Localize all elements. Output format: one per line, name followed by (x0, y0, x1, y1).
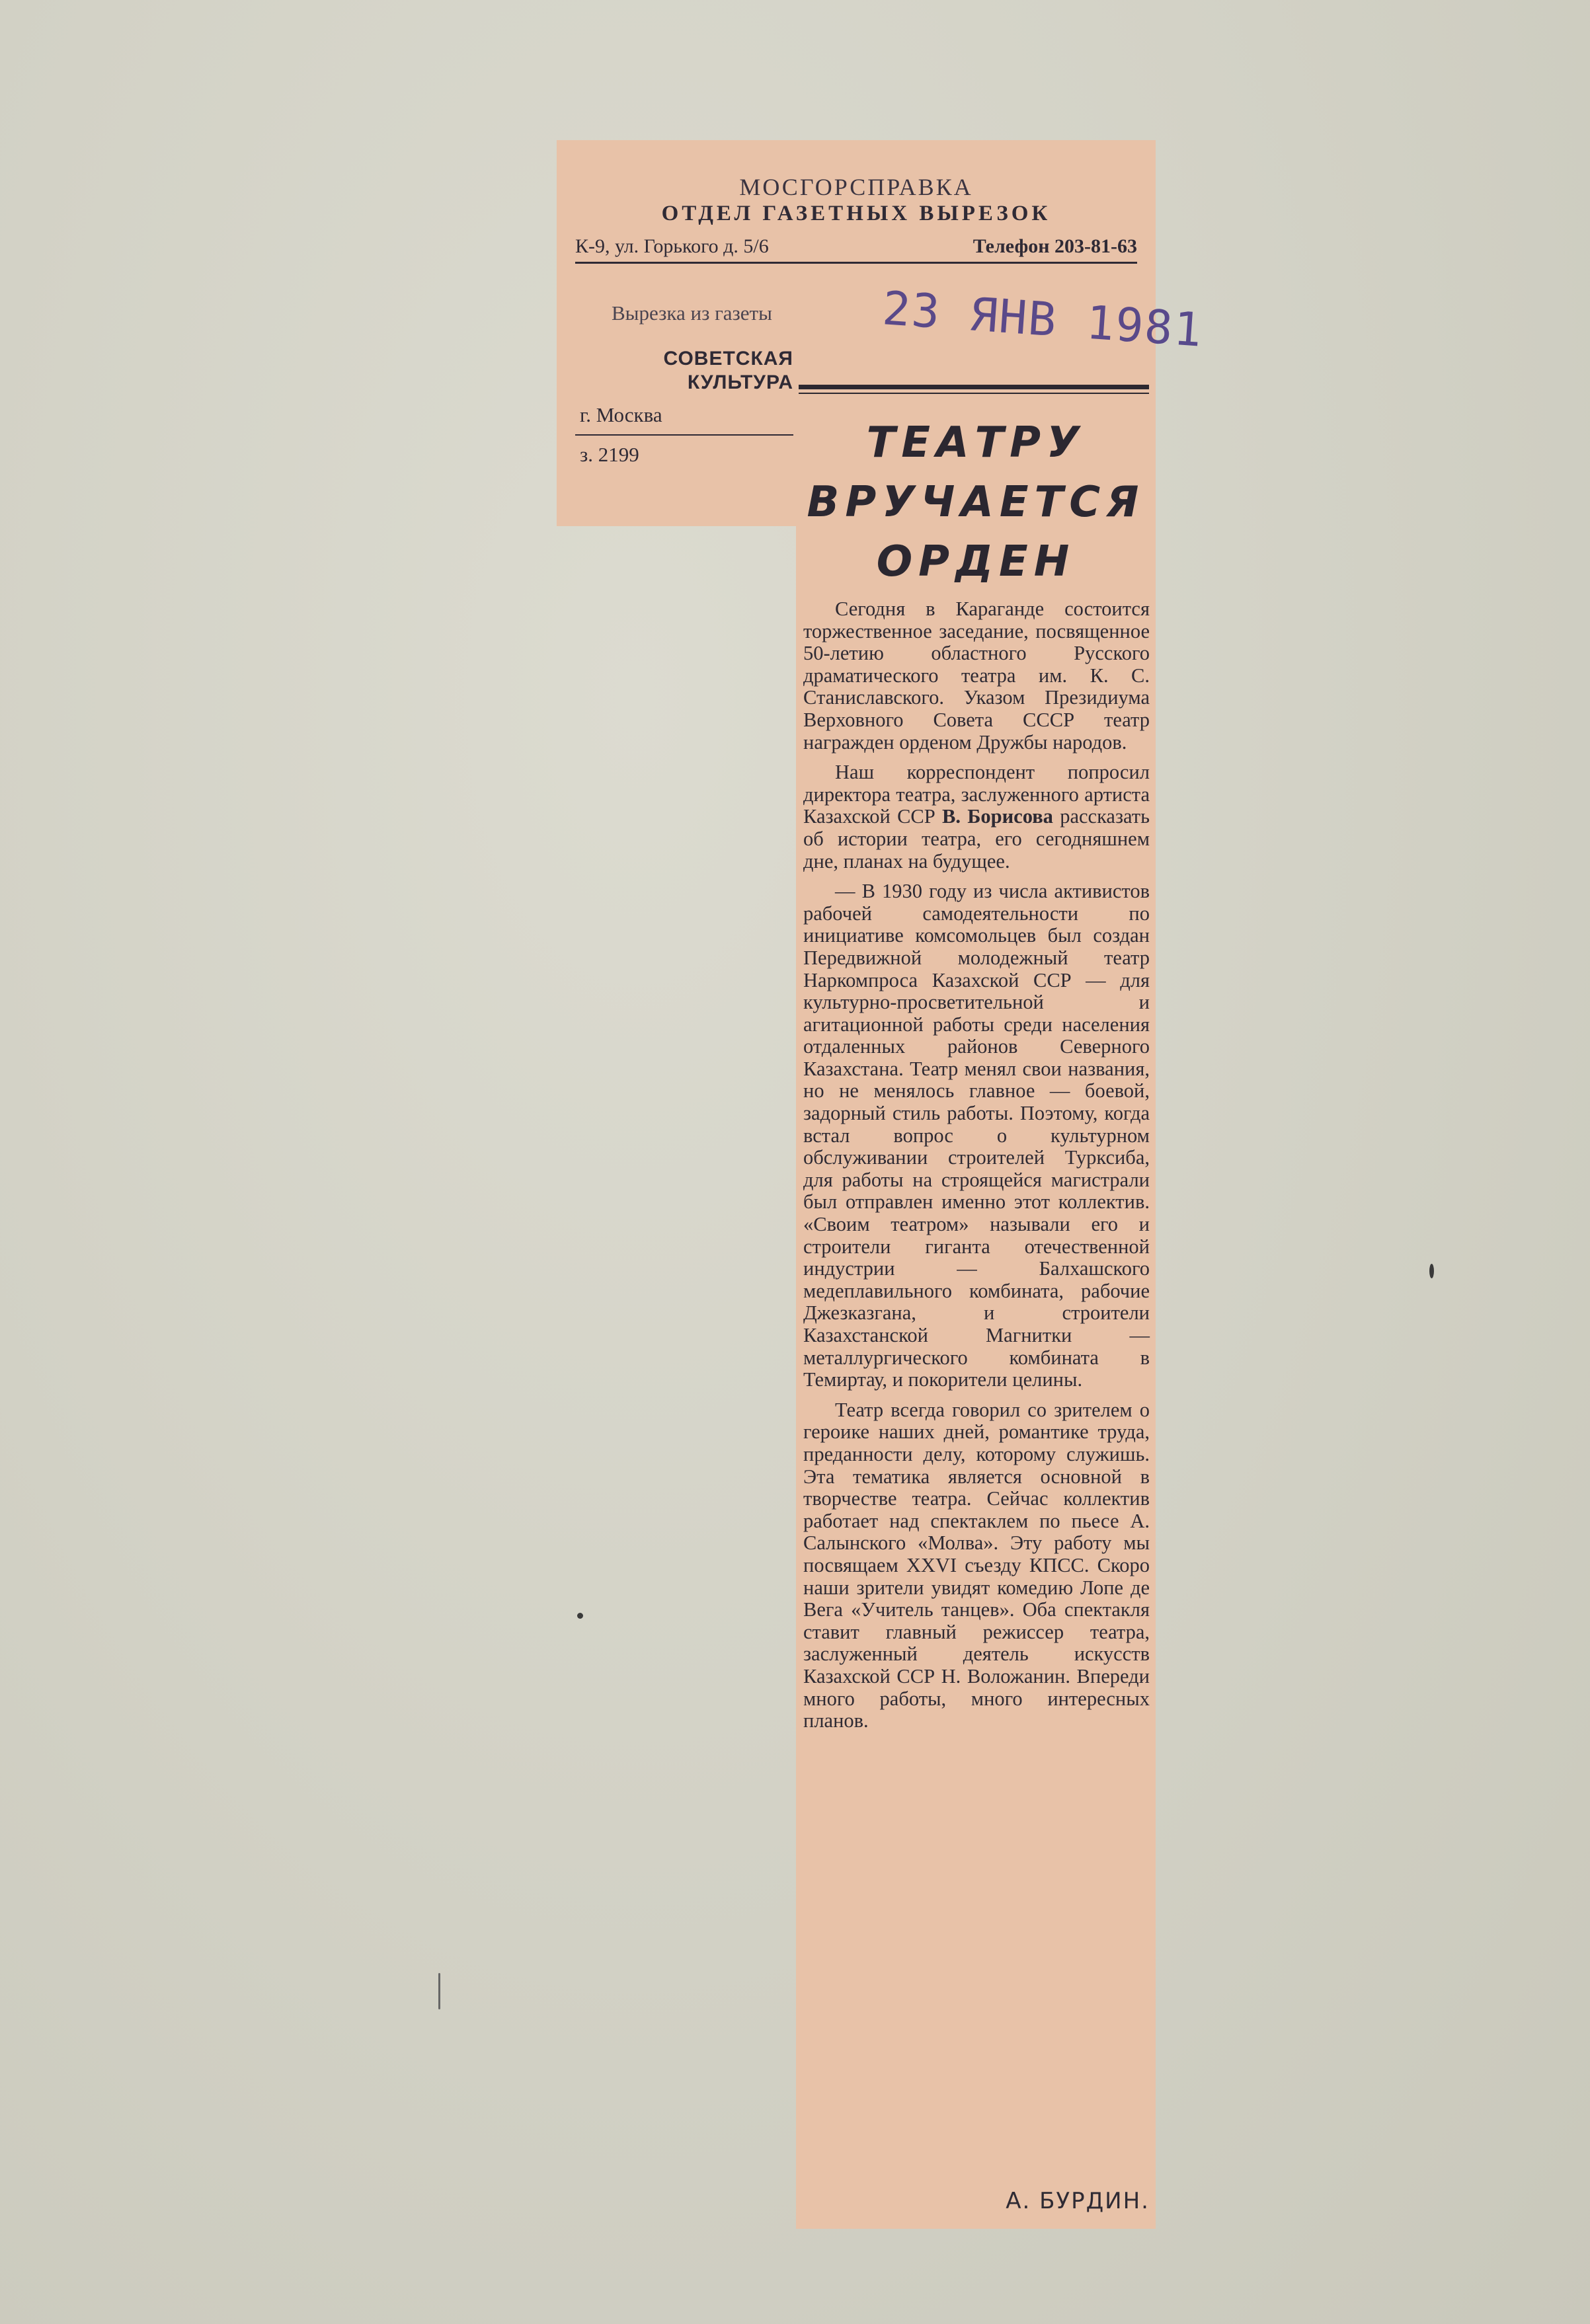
newspaper-name-line2: КУЛЬТУРА (687, 371, 793, 393)
article-headline (796, 413, 1156, 592)
masthead-rule-thick (799, 385, 1149, 389)
date-stamp: 23 ЯНВ 1981 (881, 281, 1205, 358)
paragraph-2-start: Наш корреспондент попросил директора театра, заслуженного артиста Казахской ССР (803, 761, 1150, 828)
order-number: з. 2199 (580, 443, 639, 466)
source-label: Вырезка из газеты (612, 301, 772, 325)
paragraph-4: Театр всегда говорил со зрителем о героике наших дней, романтике труда, преданности делу, которому служишь. Эта тематика является основной в творчестве театра. Сейчас коллектив работает над спектаклем по пьесе А. Салынского «Молва». Эту работу мы посвящаем XXVI съезду КПСС. Скоро наши зрители увидят комедию Лопе де Вега «Учитель танцев». Оба спектакля ставит главный режиссер театра, заслуженный деятель искусств Казахской ССР Н. Воложанин. Впереди много работы, много интересных планов. (803, 1398, 1150, 1732)
agency-address: К-9, ул. Горького д. 5/6 (575, 235, 769, 257)
ink-speck (577, 1613, 583, 1619)
headline-line-2: ВРУЧАЕТСЯ (807, 478, 1145, 527)
agency-phone: Телефон 203-81-63 (973, 235, 1137, 257)
article-author: А. БУРДИН. (1006, 2188, 1150, 2214)
article-body (803, 598, 1150, 1740)
ink-speck (438, 1973, 440, 2009)
paragraph-2-end: рассказать об истории театра, его сегодняшнем дне, планах на будущее. (803, 805, 1150, 872)
agency-department (557, 202, 1156, 226)
city: г. Москва (580, 403, 662, 426)
headline-line-3: ОРДЕН (876, 537, 1076, 586)
paragraph-2 (803, 761, 1150, 872)
city-rule (575, 434, 793, 436)
headline-line-1: ТЕАТРУ (866, 418, 1086, 467)
department-text: ОТДЕЛ ГАЗЕТНЫХ ВЫРЕЗОК (661, 202, 1051, 225)
agency-name: МОСГОРСПРАВКА (739, 174, 973, 200)
address-line (575, 235, 1137, 264)
newspaper-name-line1: СОВЕТСКАЯ (663, 348, 793, 369)
masthead-rule-thin (799, 393, 1149, 394)
ink-speck (1429, 1264, 1434, 1278)
director-name: В. Борисова (942, 805, 1053, 828)
paragraph-1: Сегодня в Караганде состоится торжественное заседание, посвященное 50-летию областного Русского драматического театра им. К. С. Станиславского. Указом Президиума Верховного Совета СССР театр награжден орденом Дружбы народов. (803, 598, 1150, 754)
newspaper-name (621, 347, 793, 395)
paragraph-3: — В 1930 году из числа активистов рабочей самодеятельности по инициативе комсомольцев был создан Передвижной молодежный театр Наркомпроса Казахской ССР — для культурно-просветительной и агитационной работы среди населения отдаленных районов Северного Казахстана. Театр менял свои названия, но не менялось главное — боевой, задорный стиль работы. Поэтому, когда встал вопрос о культурном обслуживании строителей Турксиба, для работы на строящейся магистрали был отправлен именно этот коллектив. «Своим театром» называли его и строители гиганта отечественной индустрии — Балхашского медеплавильного комбината, рабочие Джезказгана, и строители Казахстанской Магнитки — металлургического комбината в Темиртау, и покорители целины. (803, 880, 1150, 1391)
